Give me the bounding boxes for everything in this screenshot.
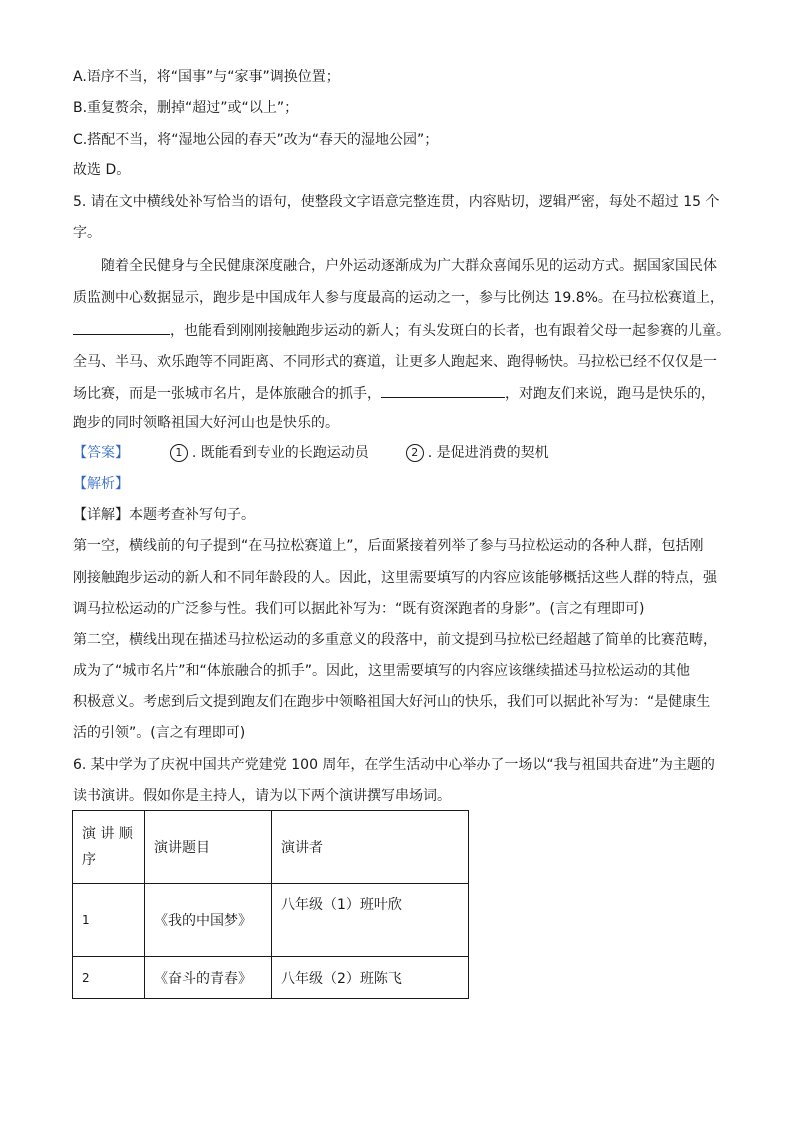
- header-order: [73, 811, 145, 884]
- header-order-line2: 序: [82, 852, 96, 868]
- analysis-line: 调马拉松运动的广泛参与性。我们可以据此补写为：“既有资深跑者的身影”。(言之有理即可): [73, 601, 645, 617]
- analysis-line: 刚接触跑步运动的新人和不同年龄段的人。因此，这里需要填写的内容应该能够概括这些人群的特点，强: [73, 570, 717, 586]
- q5-passage-line4: 全马、半马、欢乐跑等不同距离、不同形式的赛道，让更多人跑起来、跑得畅快。马拉松已经不仅仅是一: [73, 354, 717, 370]
- header-title: 演讲题目: [145, 811, 272, 884]
- option-b: B.重复赘余，删掉“超过”或“以上”；: [73, 100, 299, 116]
- q5-passage-line2: 质监测中心数据显示，跑步是中国成年人参与度最高的运动之一，参与比例达 19.8%。在马拉松赛道上，: [73, 290, 724, 306]
- fill-blank-1[interactable]: [73, 320, 170, 335]
- analysis-line: 第一空，横线前的句子提到“在马拉松赛道上”，后面紧接着列举了参与马拉松运动的各种人群，包括刚: [73, 538, 704, 554]
- row-title: 《我的中国梦》: [145, 884, 272, 957]
- option-c: C.搭配不当，将“湿地公园的春天”改为“春天的湿地公园”；: [73, 132, 439, 148]
- row-speaker: 八年级（1）班叶欣: [272, 884, 469, 957]
- q5-prompt-line2: 字。: [73, 225, 101, 241]
- circled-number-2: 2: [406, 444, 424, 462]
- row-order: 2: [73, 957, 145, 999]
- row-speaker: 八年级（2）班陈飞: [272, 957, 469, 999]
- answer-tag: 【答案】: [73, 445, 129, 461]
- q5-passage-line6: 跑步的同时领略祖国大好河山也是快乐的。: [73, 415, 339, 431]
- q5-passage-line5-text-a: 场比赛，而是一张城市名片，是体旅融合的抓手，: [73, 386, 381, 402]
- q5-passage-line1: 随着全民健身与全民健康深度融合，户外运动逐渐成为广大群众喜闻乐见的运动方式。据国家国民体: [101, 258, 717, 274]
- analysis-tag: 【解析】: [73, 476, 129, 492]
- q5-prompt-line1: 5. 请在文中横线处补写恰当的语句，使整段文字语意完整连贯，内容贴切，逻辑严密，每处不超过 15 个: [73, 194, 720, 210]
- row-title: 《奋斗的青春》: [145, 957, 272, 999]
- answer-1: . 既能看到专业的长跑运动员: [191, 445, 369, 461]
- detail-line: 【详解】本题考查补写句子。: [73, 507, 255, 523]
- table-header-row: [73, 811, 469, 884]
- analysis-line: 成为了“城市名片”和“体旅融合的抓手”。因此，这里需要填写的内容应该继续描述马拉松运动的其他: [73, 663, 691, 679]
- header-speaker: 演讲者: [272, 811, 469, 884]
- analysis-line: 积极意义。考虑到后文提到跑友们在跑步中领略祖国大好河山的快乐，我们可以据此补写为：“是健康生: [73, 694, 711, 710]
- header-order-line1: 演 讲 顺: [82, 826, 133, 842]
- table-row: [73, 957, 469, 999]
- q5-passage-line3: [73, 320, 730, 341]
- answer-2: . 是促进消费的契机: [427, 445, 549, 461]
- row-order: 1: [73, 884, 145, 957]
- q5-passage-line5-text-b: ，对跑友们来说，跑马是快乐的，: [505, 386, 715, 402]
- option-a: A.语序不当，将“国事”与“家事”调换位置；: [73, 69, 340, 85]
- circled-number-1: 1: [170, 444, 188, 462]
- q5-passage-line5: [73, 383, 715, 404]
- fill-blank-2[interactable]: [381, 383, 505, 398]
- q6-line2: 读书演讲。假如你是主持人，请为以下两个演讲撰写串场词。: [73, 788, 451, 804]
- analysis-line: 活的引领”。(言之有理即可): [73, 725, 246, 741]
- q6-line1: 6. 某中学为了庆祝中国共产党建党 100 周年，在学生活动中心举办了一场以“我与祖国共奋进”为主题的: [73, 757, 715, 773]
- table-row: [73, 884, 469, 957]
- analysis-line: 第二空，横线出现在描述马拉松运动的多重意义的段落中，前文提到马拉松已经超越了简单的比赛范畴，: [73, 632, 717, 648]
- answer-line: [73, 443, 549, 463]
- answer-choice: 故选 D。: [73, 162, 131, 178]
- speech-order-table: [72, 810, 469, 999]
- q5-passage-line3-text: ，也能看到刚刚接触跑步运动的新人；有头发斑白的长者，也有跟着父母一起参赛的儿童。: [170, 323, 730, 339]
